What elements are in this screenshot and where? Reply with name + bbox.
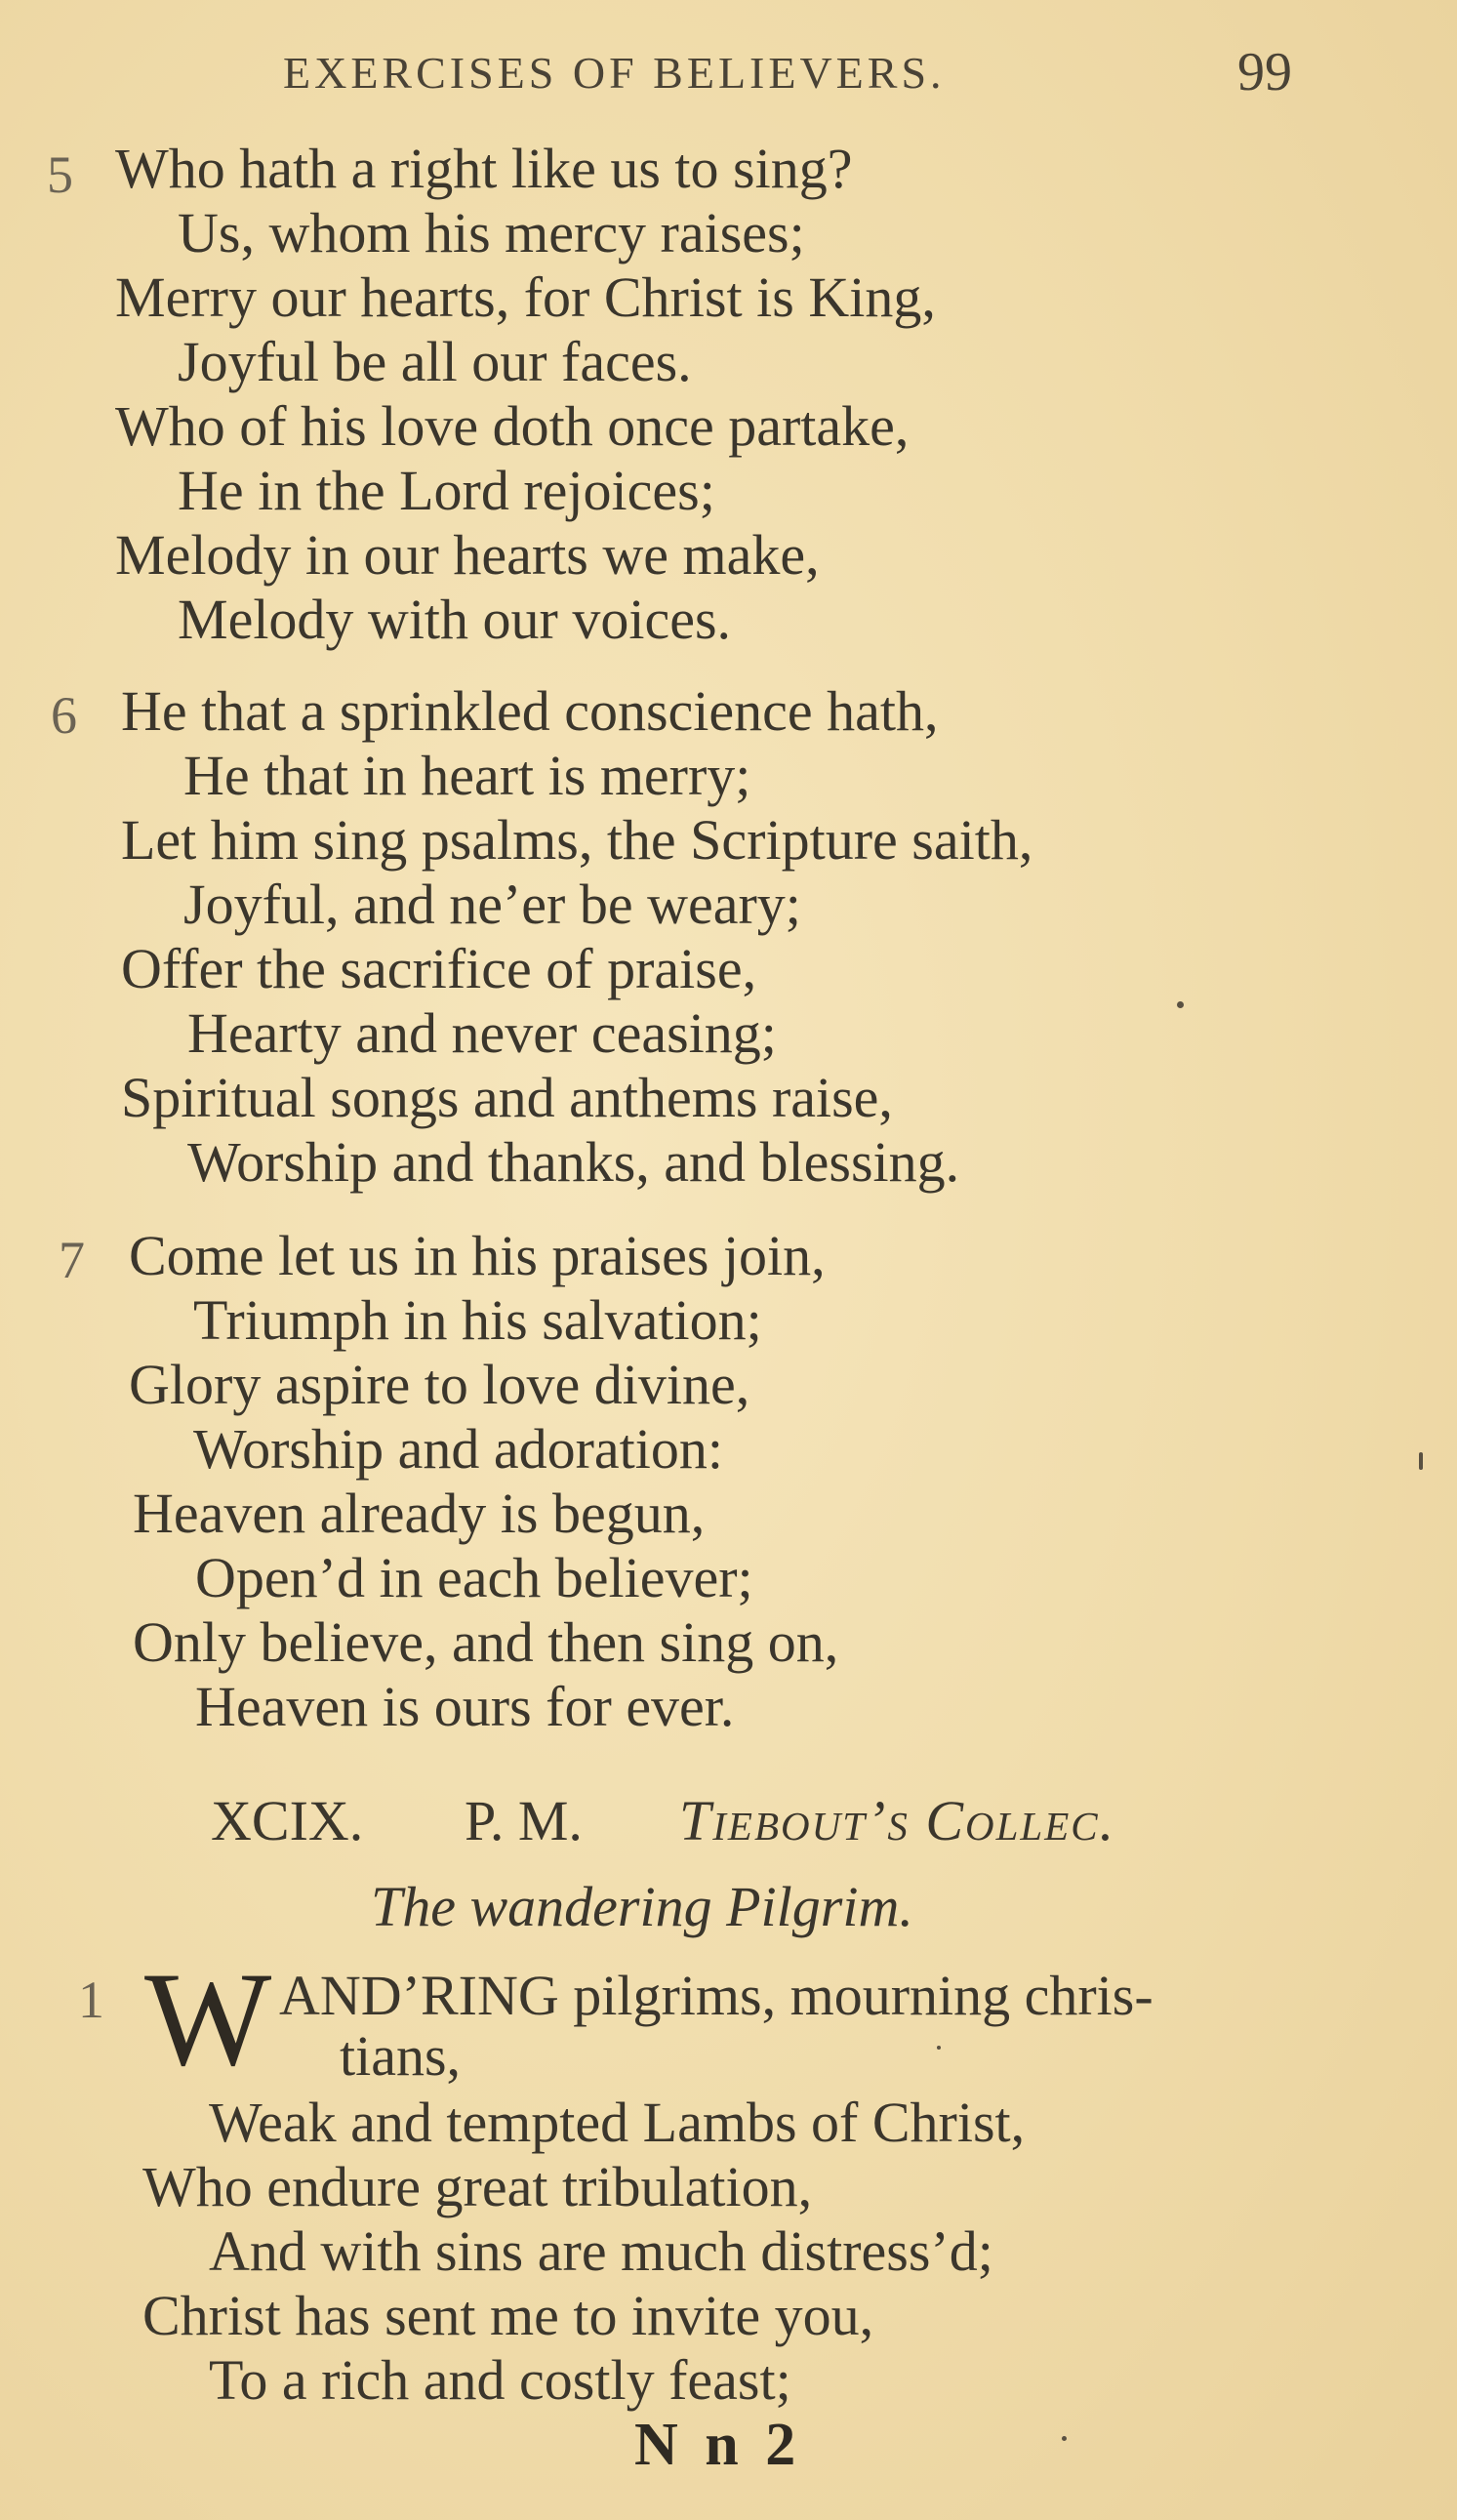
verse-line: Offer the sacrifice of praise, xyxy=(121,937,757,1000)
verse-line: Weak and tempted Lambs of Christ, xyxy=(209,2091,1026,2154)
paper-speck xyxy=(937,2046,941,2050)
verse-line: Only believe, and then sing on, xyxy=(133,1610,839,1674)
verse-line: Joyful be all our faces. xyxy=(178,330,692,393)
verse-line: Open’d in each believer; xyxy=(195,1546,753,1609)
verse-line: To a rich and costly feast; xyxy=(209,2348,791,2412)
hymn-subtitle: The wandering Pilgrim. xyxy=(371,1875,913,1938)
stanza-number: 6 xyxy=(51,686,77,745)
paper-speck xyxy=(1419,1452,1423,1470)
verse-line: Joyful, and ne’er be weary; xyxy=(183,873,801,936)
verse-line: Who hath a right like us to sing? xyxy=(115,137,853,200)
verse-line: Let him sing psalms, the Scripture saith, xyxy=(121,808,1033,872)
paper-speck xyxy=(1177,1001,1184,1008)
verse-line: Christ has sent me to invite you, xyxy=(142,2284,874,2347)
running-header xyxy=(283,42,1317,115)
verse-line: Who endure great tribulation, xyxy=(142,2155,813,2218)
verse-line: Us, whom his mercy raises; xyxy=(178,201,805,264)
verse-line: Hearty and never ceasing; xyxy=(187,1001,777,1065)
verse-line: Glory aspire to love divine, xyxy=(129,1353,750,1416)
verse-line: Worship and adoration: xyxy=(193,1417,723,1481)
verse-line: Melody in our hearts we make, xyxy=(115,523,820,587)
hymn-source: Tiebout’s Collec. xyxy=(679,1789,1116,1852)
verse-line: Melody with our voices. xyxy=(178,588,732,651)
hymn-heading xyxy=(211,1788,1382,1866)
signature-mark: N n 2 xyxy=(634,2412,802,2478)
stanza-number: 1 xyxy=(78,1971,104,2029)
running-title: EXERCISES OF BELIEVERS. xyxy=(283,48,946,98)
verse-line: Worship and thanks, and blessing. xyxy=(187,1130,960,1194)
verse-line: Come let us in his praises join, xyxy=(129,1224,826,1287)
stanza-number: 5 xyxy=(47,145,73,204)
verse-line: Merry our hearts, for Christ is King, xyxy=(115,265,936,329)
verse-line: He that a sprinkled conscience hath, xyxy=(121,679,939,743)
verse-line: Spiritual songs and anthems raise, xyxy=(121,1066,893,1129)
verse-line: Triumph in his salvation; xyxy=(193,1288,762,1352)
verse-line: AND’RING pilgrims, mourning chris- xyxy=(279,1964,1153,2027)
page-number: 99 xyxy=(1237,42,1292,102)
hymn-meter: P. M. xyxy=(465,1789,583,1852)
verse-line: And with sins are much distress’d; xyxy=(209,2219,993,2283)
verse-line: tians, xyxy=(340,2024,462,2088)
verse-line: Heaven already is begun, xyxy=(133,1482,706,1545)
verse-line: He that in heart is merry; xyxy=(183,744,751,807)
paper-speck xyxy=(1062,2436,1067,2441)
verse-line: Who of his love doth once partake, xyxy=(115,394,910,458)
verse-line: He in the Lord rejoices; xyxy=(178,459,715,522)
verse-line: Heaven is ours for ever. xyxy=(195,1675,735,1738)
stanza-number: 7 xyxy=(59,1231,85,1289)
hymn-number: XCIX. xyxy=(211,1789,364,1852)
drop-cap: W xyxy=(144,1944,272,2093)
